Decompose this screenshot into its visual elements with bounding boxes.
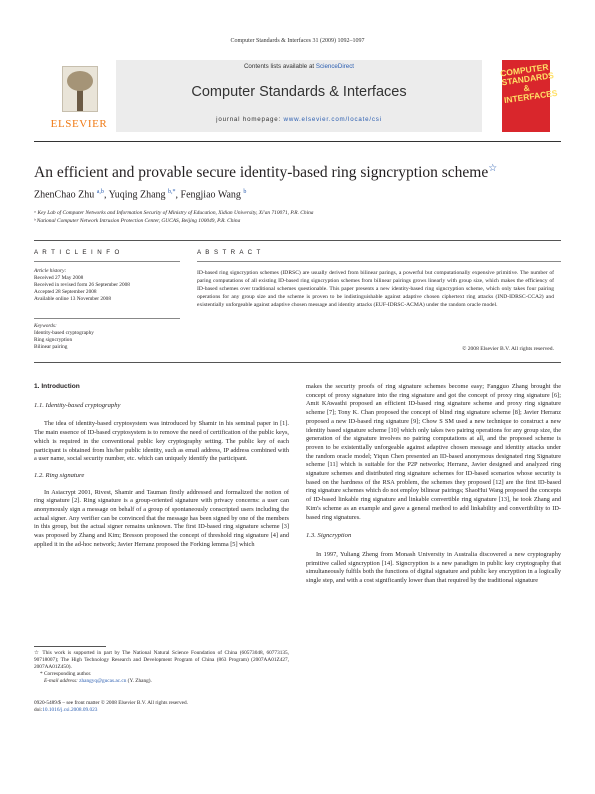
author-list — [34, 189, 246, 200]
publisher-name: ELSEVIER — [50, 118, 108, 130]
subsection-heading: 1.2. Ring signature — [34, 471, 85, 479]
homepage-link[interactable]: www.elsevier.com/locate/csi — [283, 116, 382, 123]
cover-text: COMPUTER STANDARDS & INTERFACES — [499, 61, 559, 106]
article-history — [34, 268, 130, 303]
running-head: Computer Standards & Interfaces 31 (2009) 1092–1097 — [230, 38, 365, 44]
doi-prefix: doi: — [34, 707, 43, 713]
subsection-heading: 1.3. Signcryption — [306, 532, 352, 540]
author-name: ZhenChao Zhu — [34, 189, 95, 201]
keywords — [34, 323, 94, 351]
sciencedirect-link[interactable]: ScienceDirect — [315, 63, 355, 70]
doi-line — [34, 707, 334, 714]
history-item: Received in revised form 26 September 2008 — [34, 282, 130, 288]
journal-banner — [116, 60, 482, 132]
author-affil-sup[interactable]: a,b — [96, 189, 104, 195]
issn-line: 0920-5489/$ – see front matter © 2008 Elsevier B.V. All rights reserved. — [34, 700, 188, 706]
paragraph: In 1997, Yuliang Zheng from Monash University in Australia discovered a new cryptography primitive called signcryption [14]. Signcryption is a new paradigm in public key cryptography that simultaneously fulfils both the functions of digital signature and public key encryption in a logically single step, and with a cost significantly lower than that required by the traditional signature — [306, 550, 561, 585]
left-column — [34, 383, 289, 550]
right-column — [306, 383, 561, 586]
body-rule — [34, 362, 561, 363]
author-name: Yuqing Zhang — [108, 189, 166, 201]
author-separator: , — [175, 189, 181, 201]
star-footnote-icon[interactable]: ☆ — [488, 163, 498, 174]
homepage-prefix: journal homepage: — [216, 116, 284, 123]
article-info-heading: A R T I C L E I N F O — [34, 249, 121, 256]
email-line — [34, 678, 289, 685]
keyword: Identity-based cryptography — [34, 330, 94, 336]
abstract-rule — [197, 261, 561, 262]
author-separator: , — [103, 189, 109, 201]
contents-prefix: Contents lists available at — [243, 63, 316, 70]
affiliation: ᵇ National Computer Network Intrusion Protection Center, GUCAS, Beijing 100049, P.R. China — [34, 218, 241, 224]
keyword: Ring signcryption — [34, 337, 73, 343]
keywords-rule — [34, 318, 180, 319]
keywords-label: Keywords: — [34, 323, 57, 329]
abstract-heading: A B S T R A C T — [197, 249, 262, 256]
paper-title — [34, 163, 497, 182]
email-suffix: (Y. Zhang). — [126, 678, 152, 684]
paragraph: In Asiacrypt 2001, Rivest, Shamir and Tauman firstly addressed and formalized the notion of ring signature [2]. Ring signature is a group-oriented signature with privacy concerns: a user can anonymously sign a message on behalf of a group of spontaneously conscripted users including the actual signer. Any verifier can be convinced that the message has been signed by one of the members in this group, but the actual signer remains unknown. The first ID-based ring signature scheme [3] was proposed by Zhang and Kim; Bresson proposed the concept of threshold ring signature [4] and applied it in the ad-hoc network; Javier Herranz proposed the Forking lemma [5] which — [34, 488, 289, 548]
history-item: Received 27 May 2008 — [34, 275, 84, 281]
email-label: E-mail address: — [44, 678, 80, 684]
author-affil-sup[interactable]: b — [243, 189, 247, 195]
contents-line — [116, 63, 482, 70]
abstract-text: ID-based ring signcryption schemes (IDRSC) are usually derived from bilinear parings, a powerful but computationally expensive primitive. The number of paring computations of all existing ID-based ring signcryption schemes from bilinear pairings grows linearly with group size, which makes the efficiency of ID-based schemes over traditional schemes questionable. This paper presents a new identity-based ring signcryption scheme, which only takes four pairing operations for any group size and the scheme is proven to be indistinguishable against adaptive chosen ciphertext ring attacks (IND-IDRSC-CCA2) and existentially unforgeable against adaptive chosen message and identity attacks (EUF-IDRSC-ACMA) under the random oracle model. — [197, 270, 554, 309]
footnotes — [34, 650, 289, 685]
doi-link[interactable]: 10.1016/j.csi.2008.09.023 — [42, 707, 98, 713]
section-rule — [34, 240, 561, 241]
history-item: Available online 13 November 2008 — [34, 296, 111, 302]
paper-title-text: An efficient and provable secure identity-based ring signcryption scheme — [34, 164, 489, 182]
copyright: © 2008 Elsevier B.V. All rights reserved. — [462, 346, 554, 352]
paragraph: The idea of identity-based cryptosystem was introduced by Shamir in his seminal paper in [1]. The main essence of ID-based cryptosystem is to remove the need of certification of the public keys, which is required in the conventional public key cryptography setting. The public key of each participant is obtained from his/her public identity, such as email address, IP address combined with a user name, social security number, etc. which can uniquely identify the participant. — [34, 420, 289, 463]
elsevier-tree-icon — [62, 66, 98, 112]
author-name: Fengjiao Wang — [180, 189, 241, 201]
history-item: Accepted 28 September 2008 — [34, 289, 97, 295]
info-rule — [34, 261, 180, 262]
paragraph: makes the security proofs of ring signature schemes become easy; Fangguo Zhang brought the concept of proxy signature into the ring signature and got the concept of proxy ring signature [6]; Amit KAwasthi proposed an efficient ID-based ring signature scheme and proxy ring signature scheme [7]; Tony K. Chan proposed the concept of blind ring signature scheme [8]; Javier Herranz proposed a new ID-based ring signature [9]; Chow S SM used a new technique to construct a new identity based signature scheme [10] which only takes two pairing operations for any group size, the generation of the signature involves no pairing computations at all, and the proposed scheme is proven to be existentially unforgeable against adaptive chosen message and identity attacks under the random oracle model; Yiqun Chen presented an ID-based anonymous designated ring Signature scheme [11] which is suitable for the P2P networks; Herranz, Javier designed and analyzed ring signature schemes and distributed ring signature schemes for ID-based scenarios whose security is based on the hardness of the RSA problem, the schemes they proposed [12] are the first ID-based ring signature schemes which do not employ bilinear pairings; ShaoHui Wang proposed the concepts of ID-based linkable ring signature and linkable convertible ring signature [13], he took Zhang and Kim's scheme as an example and gave a general method to add linkability and convertibility to ID-based ring signatures. — [306, 383, 561, 521]
email-link[interactable]: zhangyq@gucas.ac.cn — [79, 678, 127, 684]
journal-title: Computer Standards & Interfaces — [191, 84, 407, 100]
journal-cover-image[interactable] — [499, 60, 559, 132]
footnote-rule — [34, 646, 106, 647]
corresponding-note: * Corresponding author. — [40, 671, 92, 677]
homepage-line — [116, 116, 482, 123]
journal-header — [46, 60, 559, 136]
bottom-info — [34, 700, 334, 714]
affiliation: ᵃ Key Lab of Computer Networks and Information Security of Ministry of Education, Xidian University, Xi'an 710071, P.R. China — [34, 210, 314, 216]
section-heading: 1. Introduction — [34, 383, 80, 390]
publisher-logo[interactable] — [46, 60, 112, 132]
funding-footnote: ☆ This work is supported in part by The National Natural Science Foundation of China (60573048, 60773135, 90718007); The High Technology Research and Development Program of China (863 Program) (2007AA01Z427, 2007AA01Z450). — [34, 650, 289, 670]
subsection-heading: 1.1. Identity-based cryptography — [34, 401, 121, 409]
author-affil-sup[interactable]: b,* — [168, 189, 176, 195]
history-label: Article history: — [34, 268, 67, 274]
keyword: Bilinear pairing — [34, 344, 68, 350]
header-rule — [34, 141, 561, 142]
